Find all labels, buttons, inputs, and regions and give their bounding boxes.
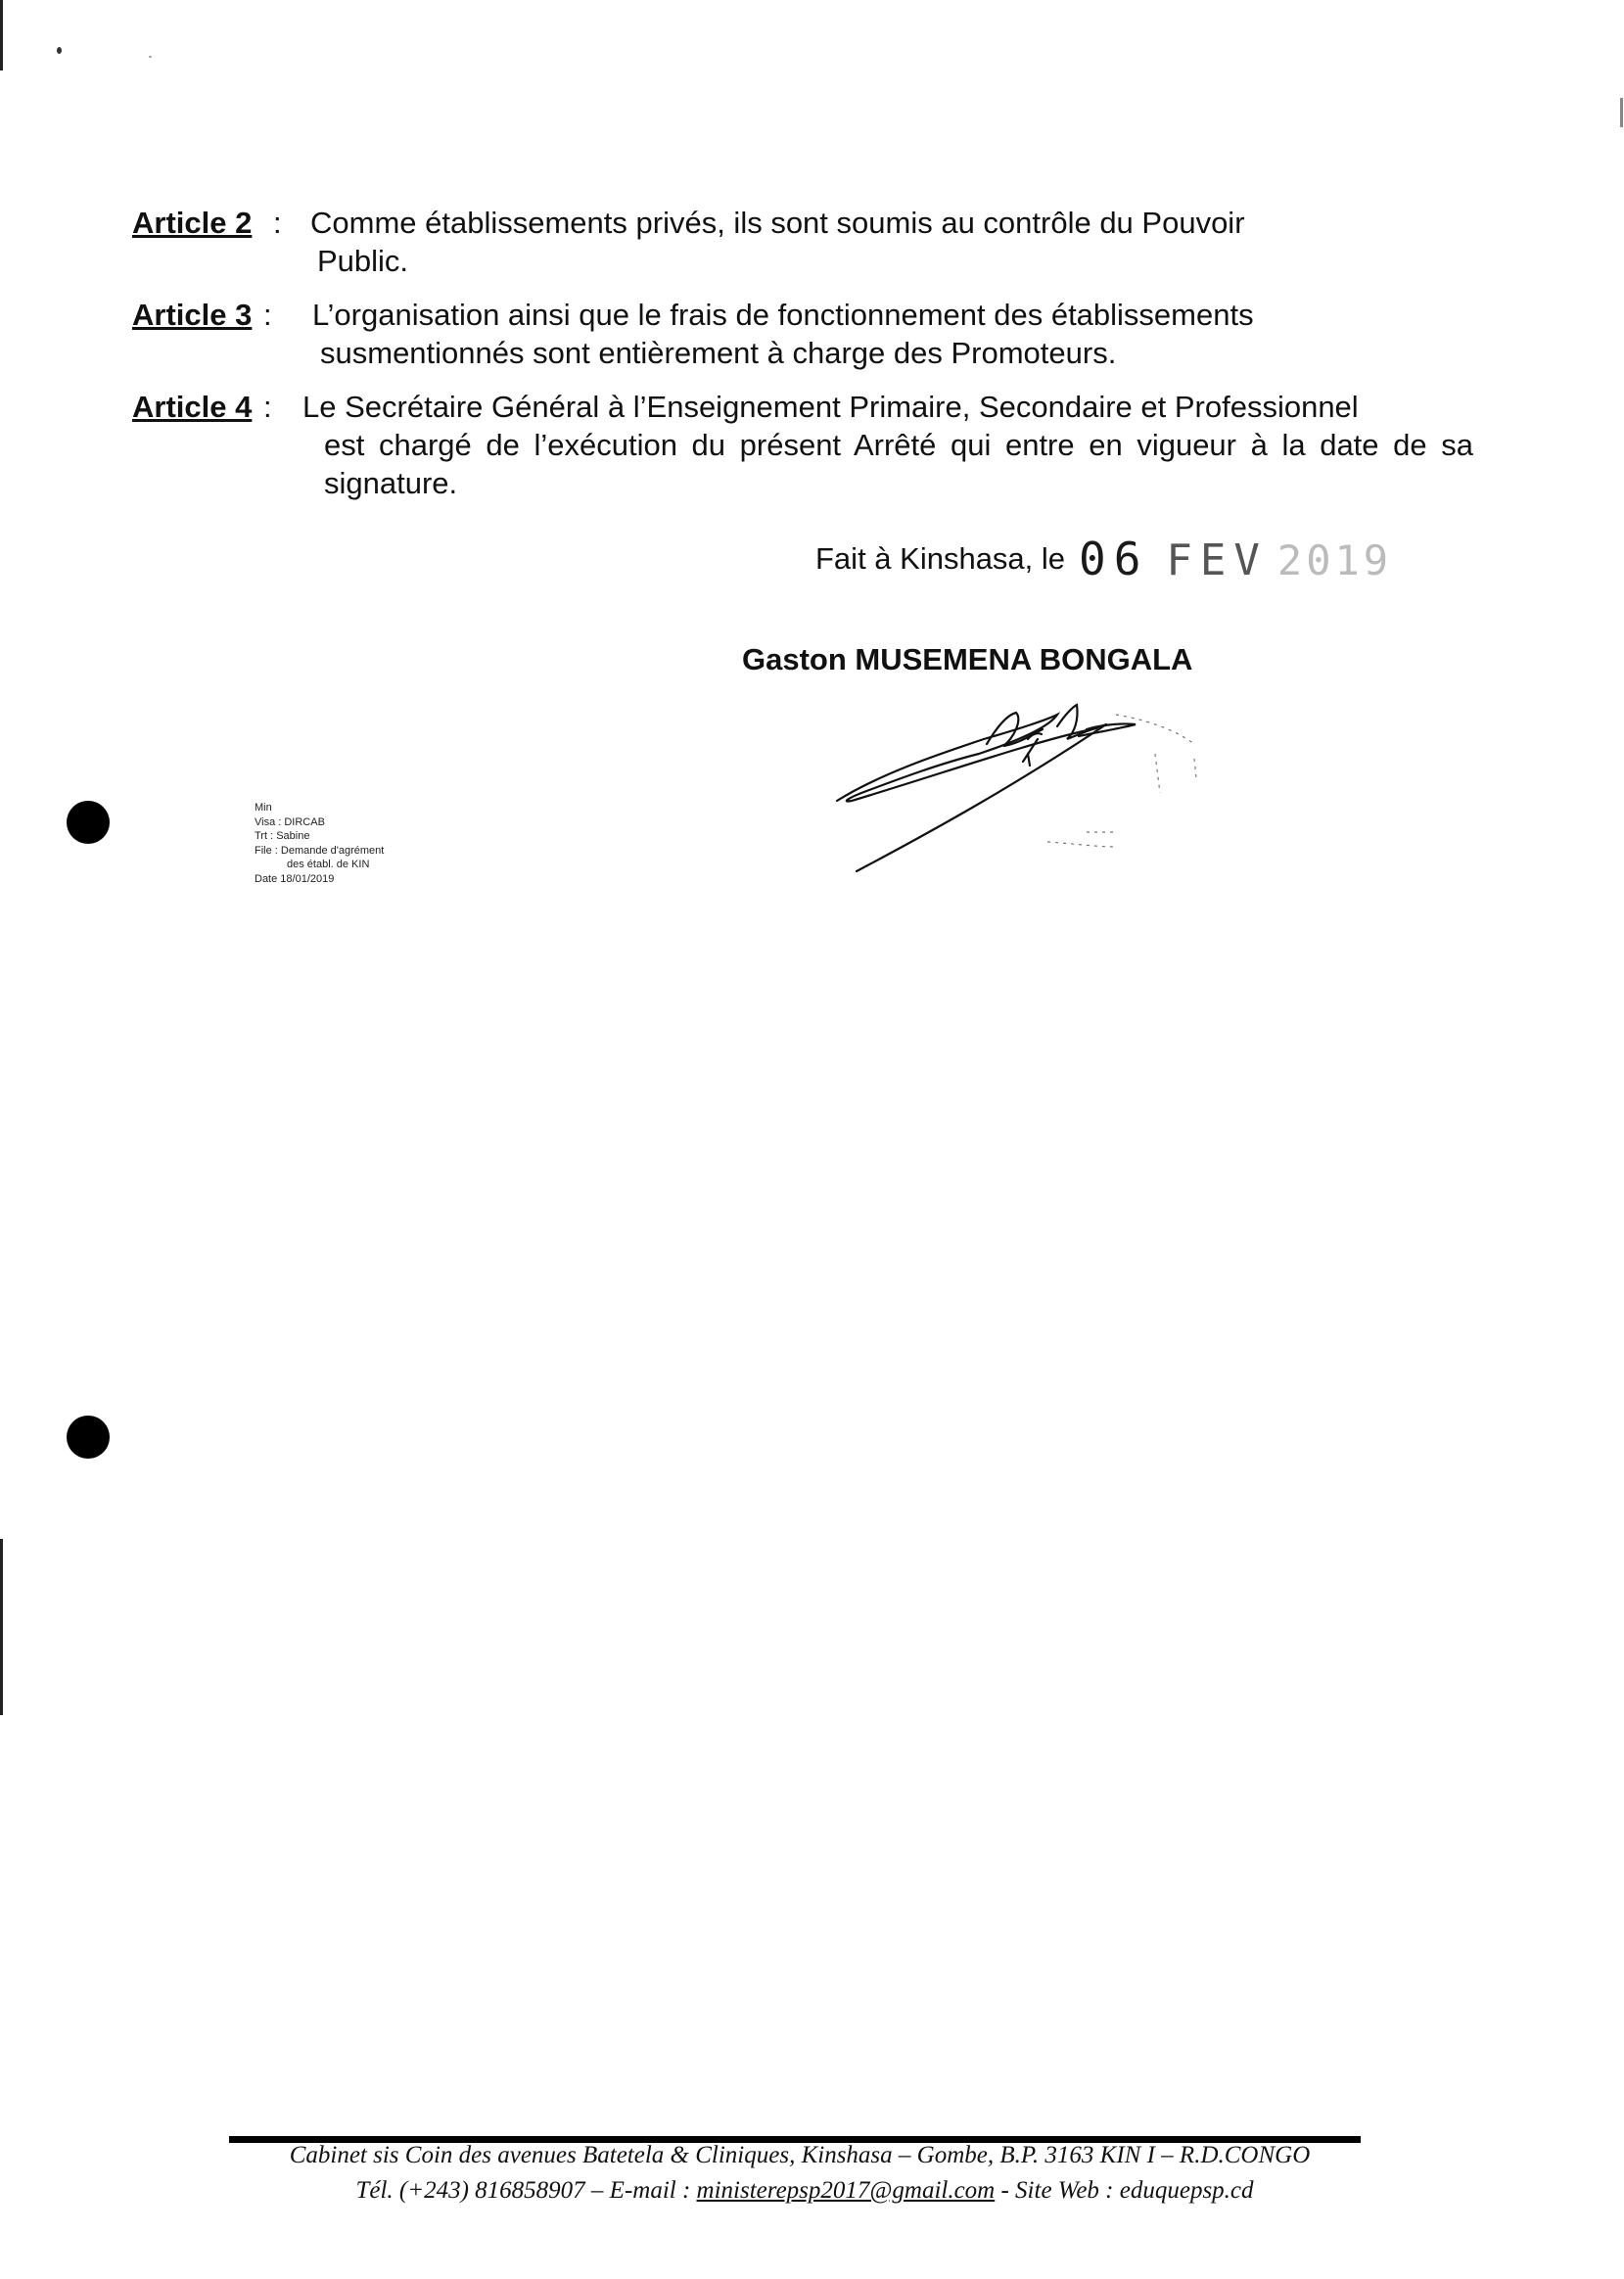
article-line: est chargé de l’exécution du présent Arrêté qui entre en vigueur à la date de sa bbox=[324, 428, 1473, 462]
footer-address: Cabinet sis Coin des avenues Batetela & Cliniques, Kinshasa – Gombe, B.P. 3163 KIN I – R.D.CONGO bbox=[289, 2142, 1311, 2168]
routing-file: File : Demande d'agrément bbox=[255, 844, 385, 857]
scan-speck bbox=[57, 47, 62, 54]
routing-date: Date 18/01/2019 bbox=[255, 872, 335, 885]
punch-hole-top bbox=[67, 801, 110, 844]
article-3 bbox=[132, 296, 1483, 374]
date-line bbox=[815, 527, 1393, 585]
article-line: L’organisation ainsi que le frais de fonctionnement des établissements bbox=[312, 298, 1254, 332]
article-line: Le Secrétaire Général à l’Enseignement Primaire, Secondaire et Professionnel bbox=[302, 390, 1359, 424]
article-body bbox=[312, 296, 1389, 372]
article-label: Article 2 bbox=[132, 206, 253, 240]
scan-speck bbox=[149, 56, 152, 58]
signatory-name: Gaston MUSEMENA BONGALA bbox=[742, 642, 1193, 676]
scan-edge-top-left bbox=[0, 0, 3, 70]
routing-slip bbox=[255, 801, 384, 886]
article-colon: : bbox=[263, 390, 272, 424]
article-body bbox=[310, 204, 1328, 280]
handwritten-signature bbox=[822, 685, 1292, 891]
article-4 bbox=[132, 388, 1483, 505]
footer bbox=[229, 2138, 1361, 2209]
footer-web: - Site Web : eduquepsp.cd bbox=[1000, 2177, 1254, 2204]
date-stamp-month: FEV bbox=[1166, 535, 1268, 585]
routing-file-cont: des établ. de KIN bbox=[287, 859, 370, 870]
article-line: Public. bbox=[317, 244, 409, 278]
routing-visa: Visa : DIRCAB bbox=[255, 815, 325, 828]
article-2 bbox=[132, 204, 1483, 282]
article-body bbox=[302, 388, 1473, 502]
footer-contact bbox=[229, 2173, 1361, 2209]
footer-email-link[interactable]: ministerepsp2017@gmail.com bbox=[696, 2177, 996, 2204]
article-label: Article 3 bbox=[132, 298, 253, 332]
date-prefix: Fait à Kinshasa, le bbox=[815, 541, 1066, 576]
date-stamp-day: 06 bbox=[1079, 533, 1149, 585]
routing-trt: Trt : Sabine bbox=[255, 830, 310, 842]
scan-edge-left bbox=[0, 1539, 3, 1715]
article-line: Comme établissements privés, ils sont soumis au contrôle du Pouvoir bbox=[310, 206, 1245, 240]
article-line: signature. bbox=[324, 466, 458, 500]
scan-edge-right bbox=[1620, 98, 1623, 127]
date-stamp-year: 2019 bbox=[1276, 536, 1393, 584]
article-line: susmentionnés sont entièrement à charge des Promoteurs. bbox=[320, 336, 1117, 370]
routing-min: Min bbox=[255, 802, 272, 814]
footer-tel: Tél. (+243) 816858907 – E-mail : bbox=[355, 2177, 691, 2204]
article-colon: : bbox=[263, 298, 272, 332]
article-colon: : bbox=[273, 206, 282, 240]
punch-hole-bottom bbox=[67, 1416, 110, 1459]
article-label: Article 4 bbox=[132, 390, 253, 424]
